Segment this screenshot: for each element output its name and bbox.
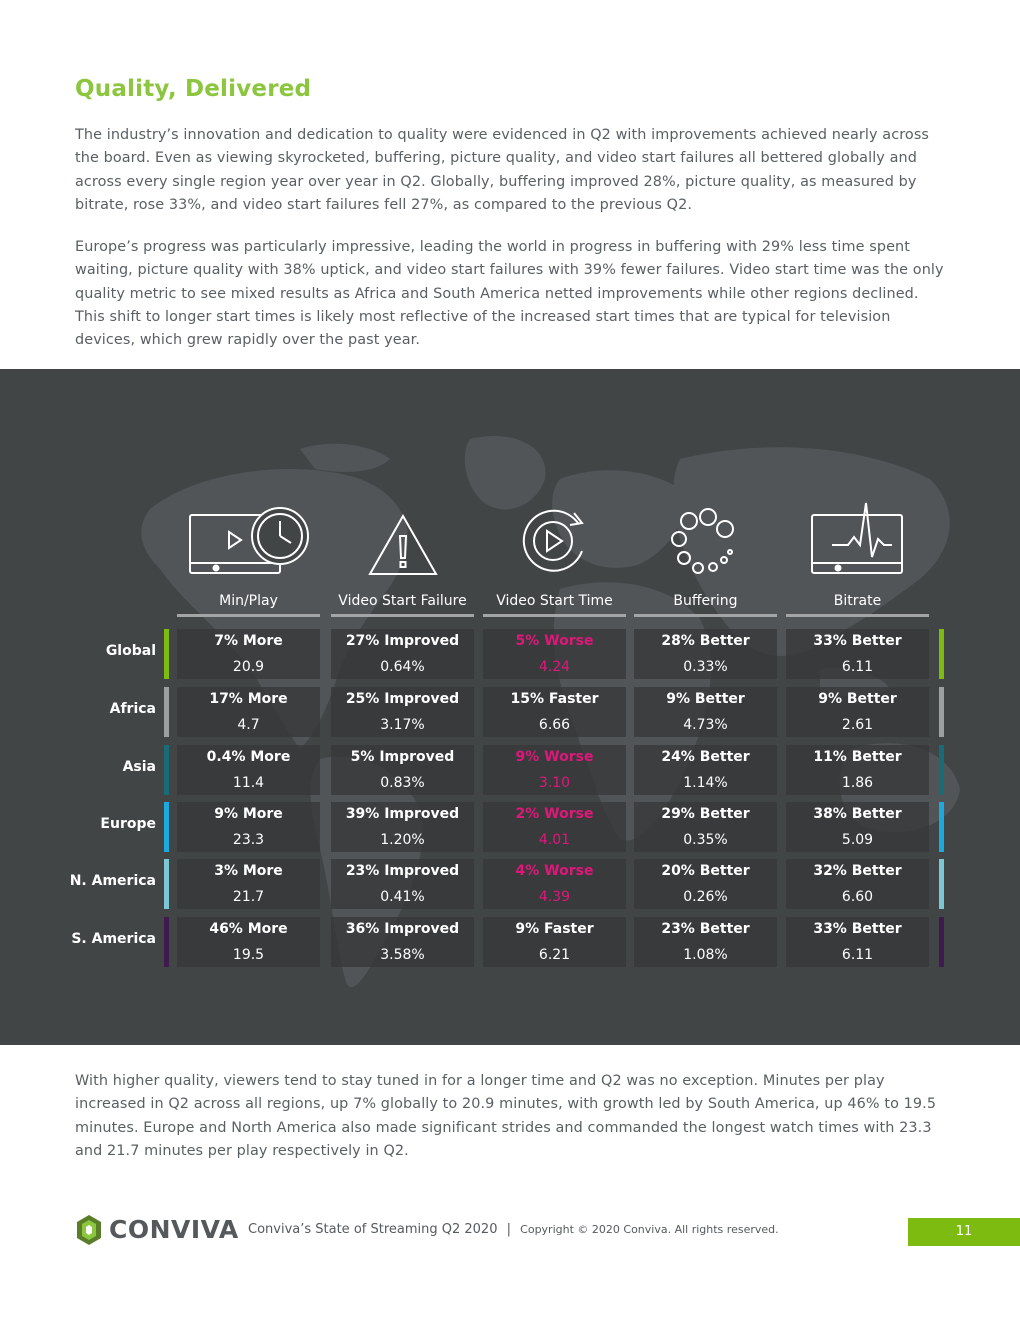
metric-value: 0.35% — [683, 832, 728, 848]
row-label-global: Global — [105, 643, 156, 659]
metric-change: 15% Faster — [510, 691, 599, 707]
metric-cell — [786, 687, 929, 737]
metric-cell — [786, 745, 929, 795]
intro-paragraph: The industry’s innovation and dedication to quality were evidenced in Q2 with improvements achieved nearly across the board. Even as viewing skyrocketed, buffering, picture quality, and video start failures all bettered globally and across every single region year over year in Q2. Globally, buffering improved 28%, picture quality, as measured by bitrate, rose 33%, and video start failures fell 27%, as compared to the previous Q2. — [75, 127, 930, 213]
metric-change: 9% More — [214, 806, 283, 822]
metric-change: 11% Better — [813, 749, 902, 765]
metric-value: 1.86 — [841, 775, 874, 791]
metric-change: 9% Worse — [515, 749, 594, 765]
metric-cell — [483, 802, 626, 852]
metric-value: 4.24 — [538, 659, 571, 675]
metric-value: 0.33% — [683, 659, 728, 675]
metric-cell — [177, 745, 320, 795]
metric-cell — [483, 745, 626, 795]
metric-value: 6.60 — [841, 889, 874, 905]
metric-cell — [786, 802, 929, 852]
warning-triangle-icon — [367, 512, 439, 578]
video-clock-icon — [186, 499, 311, 577]
metric-cell — [786, 917, 929, 967]
right-region-color-bar — [939, 802, 944, 852]
metric-cell — [634, 687, 777, 737]
footer-separator: | — [506, 1222, 512, 1237]
metric-change: 5% Improved — [350, 749, 455, 765]
right-region-color-bar — [939, 687, 944, 737]
replay-play-icon — [516, 505, 592, 579]
column-underline — [634, 614, 777, 617]
metric-cell — [331, 802, 474, 852]
metric-value: 20.9 — [232, 659, 265, 675]
metric-cell — [634, 745, 777, 795]
column-header-bitrate: Bitrate — [833, 593, 882, 609]
metric-change: 17% More — [209, 691, 288, 707]
metric-cell — [177, 687, 320, 737]
minutes-per-play-paragraph: With higher quality, viewers tend to stay tuned in for a longer time and Q2 was no exception. Minutes per play increased in Q2 across all regions, up 7% globally to 20.9 minutes, with growth led by South America, up 46% to 19.5 minutes. Europe and North America also made significant strides and commanded the longest watch times with 23.3 and 21.7 minutes per play respectively in Q2. — [75, 1073, 937, 1159]
metric-cell — [483, 687, 626, 737]
metric-value: 1.20% — [380, 832, 425, 848]
metric-value: 6.11 — [841, 659, 874, 675]
metric-cell — [634, 859, 777, 909]
metric-cell — [634, 917, 777, 967]
metric-cell — [177, 802, 320, 852]
conviva-logo — [75, 1214, 239, 1248]
row-label-europe: Europe — [100, 816, 156, 832]
metric-value: 3.58% — [380, 947, 425, 963]
left-region-color-bar — [164, 629, 169, 679]
metric-cell — [786, 859, 929, 909]
metric-cell — [331, 745, 474, 795]
metric-value: 19.5 — [232, 947, 265, 963]
metric-value: 1.14% — [683, 775, 728, 791]
heartbeat-monitor-icon — [808, 499, 906, 577]
metric-cell — [331, 859, 474, 909]
column-header-video-start-failure: Video Start Failure — [338, 593, 467, 609]
column-header-min-play: Min/Play — [219, 593, 278, 609]
copyright: Copyright © 2020 Conviva. All rights reserved. — [520, 1223, 779, 1236]
column-header-video-start-time: Video Start Time — [496, 593, 613, 609]
left-region-color-bar — [164, 687, 169, 737]
column-underline — [786, 614, 929, 617]
metric-value: 21.7 — [232, 889, 265, 905]
metric-change: 20% Better — [661, 863, 750, 879]
left-region-color-bar — [164, 802, 169, 852]
right-region-color-bar — [939, 859, 944, 909]
metric-value: 4.7 — [237, 717, 260, 733]
metric-change: 9% Better — [818, 691, 897, 707]
page-title: Quality, Delivered — [75, 76, 312, 102]
metric-cell — [786, 629, 929, 679]
metric-value: 5.09 — [841, 832, 874, 848]
metric-cell — [331, 917, 474, 967]
left-region-color-bar — [164, 859, 169, 909]
metric-change: 24% Better — [661, 749, 750, 765]
metric-cell — [177, 917, 320, 967]
metric-cell — [177, 629, 320, 679]
metric-value: 0.83% — [380, 775, 425, 791]
metric-change: 5% Worse — [515, 633, 594, 649]
metric-change: 46% More — [209, 921, 288, 937]
metric-change: 2% Worse — [515, 806, 594, 822]
report-title: Conviva’s State of Streaming Q2 2020 — [248, 1222, 498, 1237]
right-region-color-bar — [939, 745, 944, 795]
metric-value: 11.4 — [232, 775, 265, 791]
metric-change: 23% Better — [661, 921, 750, 937]
metric-change: 33% Better — [813, 633, 902, 649]
column-underline — [177, 614, 320, 617]
footer-text — [248, 1222, 779, 1237]
right-region-color-bar — [939, 629, 944, 679]
left-region-color-bar — [164, 917, 169, 967]
left-region-color-bar — [164, 745, 169, 795]
metric-cell — [483, 629, 626, 679]
metric-change: 0.4% More — [206, 749, 291, 765]
metric-change: 25% Improved — [345, 691, 460, 707]
metric-cell — [331, 687, 474, 737]
metric-value: 3.10 — [538, 775, 571, 791]
metric-value: 0.26% — [683, 889, 728, 905]
metric-change: 4% Worse — [515, 863, 594, 879]
metric-change: 32% Better — [813, 863, 902, 879]
column-underline — [331, 614, 474, 617]
metric-change: 36% Improved — [345, 921, 460, 937]
metric-value: 2.61 — [841, 717, 874, 733]
europe-paragraph: Europe’s progress was particularly impressive, leading the world in progress in buffering with 29% less time spent waiting, picture quality with 38% uptick, and video start failures with 39% fewer failures. Video start time was the only quality metric to see mixed results as Africa and South America netted improvements while other regions declined. This shift to longer start times is likely most reflective of the increased start times that are typical for television devices, which grew rapidly over the past year. — [75, 239, 944, 349]
metric-value: 3.17% — [380, 717, 425, 733]
metric-change: 38% Better — [813, 806, 902, 822]
row-label-n-america: N. America — [69, 873, 156, 889]
metric-cell — [483, 917, 626, 967]
metric-change: 9% Faster — [515, 921, 594, 937]
metric-value: 0.41% — [380, 889, 425, 905]
page-number: 11 — [908, 1218, 1020, 1246]
metric-cell — [483, 859, 626, 909]
column-header-buffering: Buffering — [673, 593, 738, 609]
loading-spinner-icon — [667, 507, 743, 579]
logo-wordmark: CONVIVA — [109, 1215, 239, 1244]
metric-change: 29% Better — [661, 806, 750, 822]
right-region-color-bar — [939, 917, 944, 967]
metric-value: 23.3 — [232, 832, 265, 848]
metric-change: 9% Better — [666, 691, 745, 707]
row-label-s-america: S. America — [71, 931, 156, 947]
metric-value: 4.01 — [538, 832, 571, 848]
metric-value: 6.66 — [538, 717, 571, 733]
metric-change: 7% More — [214, 633, 283, 649]
metrics-panel — [0, 369, 1020, 1045]
metric-change: 3% More — [214, 863, 283, 879]
metric-cell — [634, 802, 777, 852]
row-label-africa: Africa — [109, 701, 156, 717]
column-underline — [483, 614, 626, 617]
metric-value: 1.08% — [683, 947, 728, 963]
metric-change: 33% Better — [813, 921, 902, 937]
metric-change: 27% Improved — [345, 633, 460, 649]
row-label-asia: Asia — [122, 759, 156, 775]
metric-value: 0.64% — [380, 659, 425, 675]
metric-change: 23% Improved — [345, 863, 460, 879]
metric-value: 6.11 — [841, 947, 874, 963]
metric-value: 6.21 — [538, 947, 571, 963]
conviva-logo-icon — [75, 1214, 103, 1246]
metric-cell — [331, 629, 474, 679]
metric-cell — [634, 629, 777, 679]
metric-cell — [177, 859, 320, 909]
metric-value: 4.39 — [538, 889, 571, 905]
metric-change: 39% Improved — [345, 806, 460, 822]
metric-value: 4.73% — [683, 717, 728, 733]
metric-change: 28% Better — [661, 633, 750, 649]
